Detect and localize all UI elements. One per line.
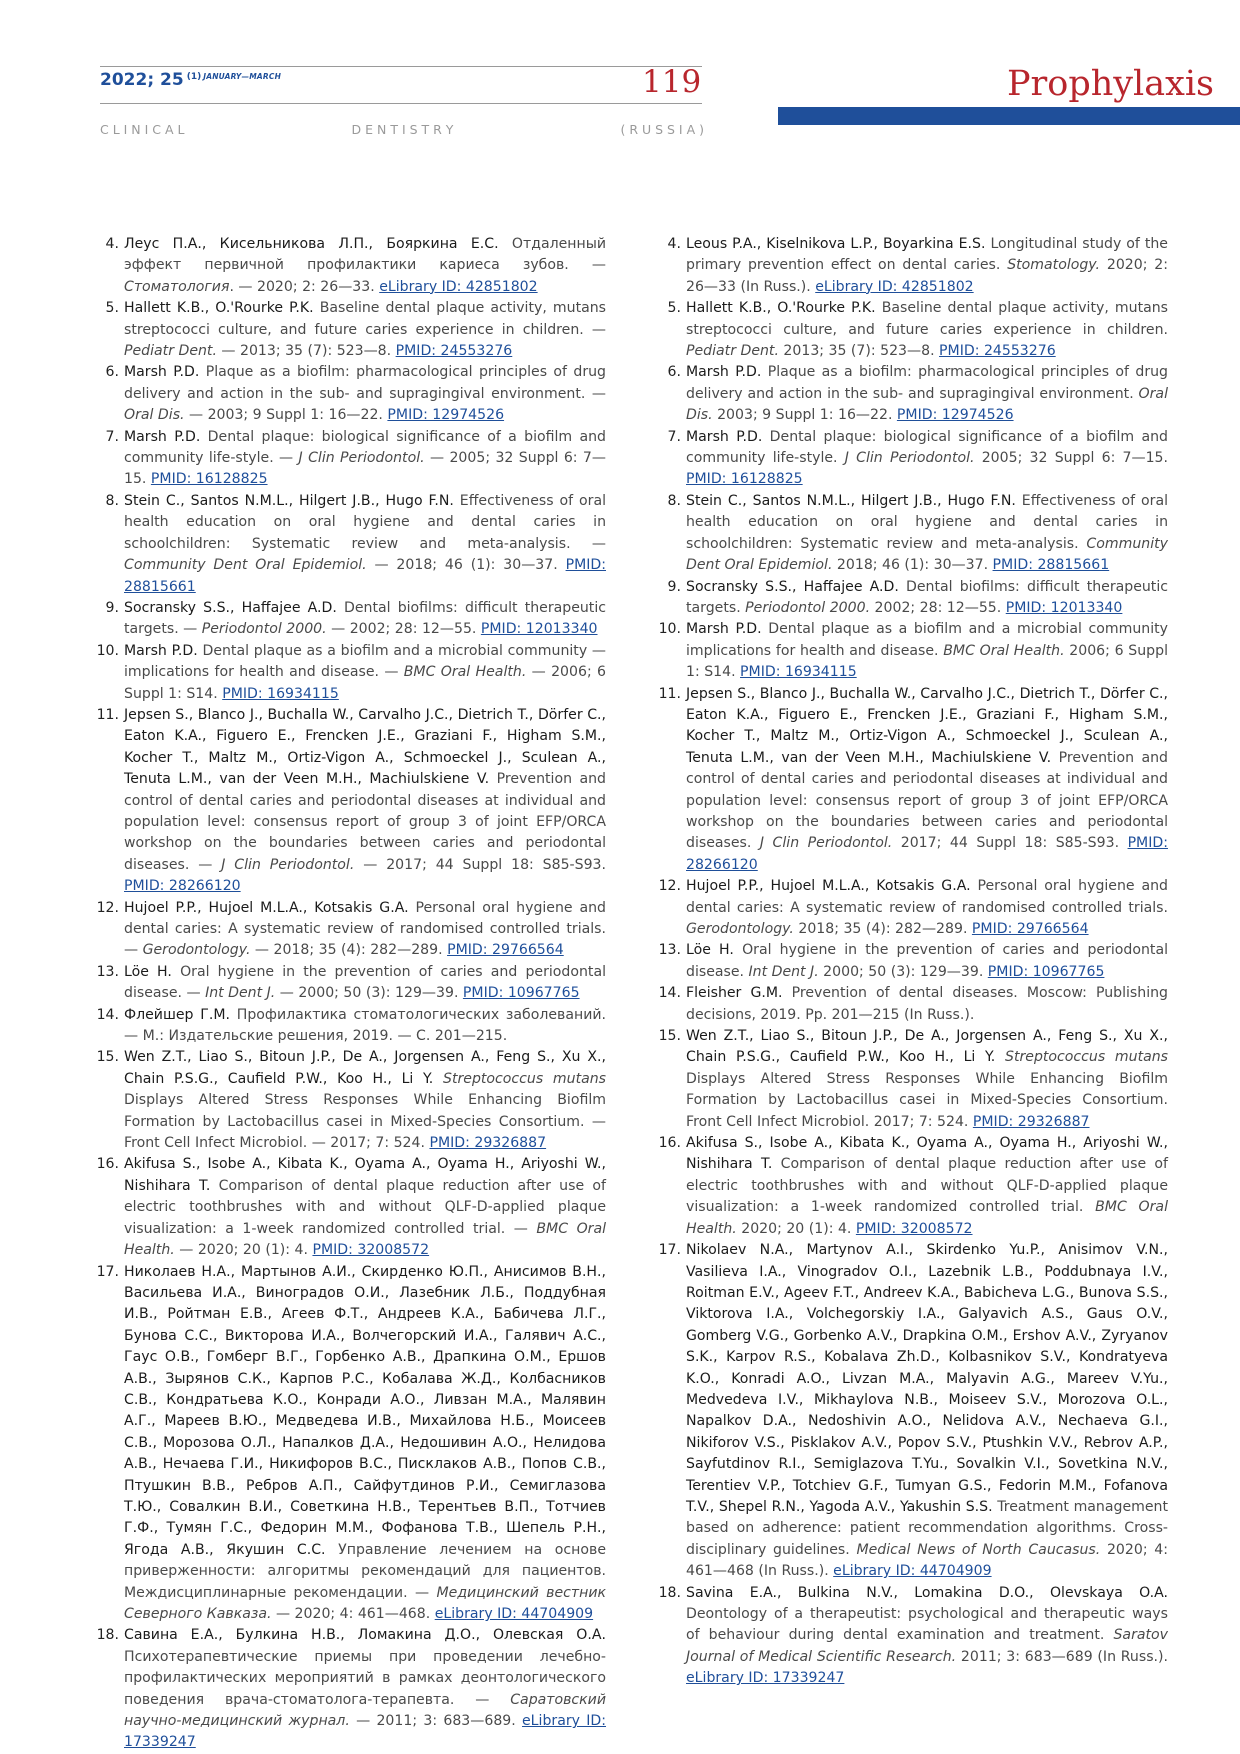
reference-authors: Hujoel P.P., Hujoel M.L.A., Kotsakis G.A. [124,899,409,916]
reference-link[interactable]: PMID: 24553276 [939,343,1056,360]
reference-details: — 2000; 50 (3): 129—39. [275,985,463,1002]
reference-text: Baseline dental plaque activity, mutans streptococci culture, and future caries experience in children. [686,300,1169,338]
reference-item [96,962,606,1005]
reference-number: 9. [667,578,681,595]
references-russian [96,234,606,1754]
reference-item [96,641,606,705]
reference-authors: Wen Z.T., Liao S., Bitoun J.P., De A., Jorgensen A., Feng S., Xu X., Chain P.S.G., Caufield P.W., Koo H., Li Y. [686,1028,1168,1066]
reference-journal: Streptococcus mutans [443,1070,607,1087]
reference-journal: Gerodontology. [142,942,251,959]
issue-number: (1) [186,71,202,82]
reference-item [658,940,1168,983]
reference-item [658,1240,1168,1583]
reference-authors: Löe H. [686,942,734,959]
reference-number: 11. [96,706,119,723]
reference-text: Effectiveness of oral health education on oral hygiene and dental caries in schoolchildren: Systematic review and meta-analysis. [686,492,1168,552]
reference-journal: Streptococcus mutans [1005,1049,1169,1066]
reference-authors: Jepsen S., Blanco J., Buchalla W., Carvalho J.C., Dietrich T., Dörfer C., Eaton K.A., Figuero E., Frencken J.E., Graziani F., Higham S.M., Kocher T., Maltz M., Ortiz-Vigon A., Schmoeckel J., Sculean A., Tenuta L.M., van der Veen M.H., Machiulskiene V. [124,706,606,788]
reference-number: 15. [658,1028,681,1045]
reference-details: 2018; 35 (4): 282—289. [793,921,972,937]
issue-months: JANUARY—MARCH [203,71,282,81]
reference-item [658,983,1168,1026]
reference-details: 2006; 6 Suppl 1: S14. [686,642,1168,681]
reference-number: 12. [658,878,681,895]
reference-authors: Savina E.A., Bulkina N.V., Lomakina D.O., Olevskaya O.A. [686,1584,1168,1601]
reference-journal: BMC Oral Health. [403,664,527,681]
reference-authors: Marsh P.D. [686,428,763,445]
reference-number: 7. [105,428,119,445]
reference-link[interactable]: eLibrary ID: 17339247 [686,1670,845,1687]
reference-link[interactable]: PMID: 16128825 [150,471,268,488]
reference-text: Oral hygiene in the prevention of caries and periodontal disease. — [124,963,606,1002]
reference-journal: Periodontol 2000. [201,621,327,638]
reference-details: — 2018; 35 (4): 282—289. [250,942,448,959]
year-volume: 2022; 25 [100,70,184,90]
reference-item [658,362,1168,426]
reference-authors: Nikolaev N.A., Martynov A.I., Skirdenko Yu.P., Anisimov V.N., Vasilieva I.A., Vinogradov O.I., Lazebnik L.B., Poddubnaya I.V., Roitman E.V., Ageev F.T., Andreev K.A., Babicheva L.G., Bunova S.S., Viktorova I.A., Volchegorskiy I.A., Galyavich A.S., Gaus O.V., Gomberg V.G., Gorbenko A.V., Drapkina O.M., Ershov A.V., Zyryanov S.K., Karpov R.S., Kobalava Zh.D., Kolbasnikov S.V., Kondratyeva K.O., Konradi A.O., Livzan M.A., Malyavin A.G., Mareev V.Yu., Medvedeva I.V., Mikhaylova N.B., Moiseev S.V., Morozova O.L., Napalkov D.A., Nedoshivin A.O., Nelidova A.V., Nechaeva G.I., Nikiforov V.S., Pisklakov A.V., Popov S.V., Ptushkin V.V., Rebrov A.P., Sayfutdinov R.I., Semiglazova T.Yu., Sovalkin V.I., Sovetkina N.V., Terentiev V.P., Totchiev G.F., Tumyan G.S., Fedorin M.M., Fofanova T.V., Shepel R.N., Yagoda A.V., Yakushin S.S. [686,1242,1168,1515]
reference-item [96,1154,606,1261]
reference-text: Dental plaque as a biofilm and a microbial community — implications for health and disease. — [124,642,606,681]
reference-journal: Periodontol 2000. [745,599,871,616]
reference-list-left [96,234,606,1754]
reference-details: 2018; 46 (1): 30—37. [832,557,993,574]
reference-journal: J Clin Periodontol. [298,450,425,467]
reference-details: Displays Altered Stress Responses While Enhancing Biofilm Formation by Lactobacillus casei in Mixed-Species Consortium. — Front Cell Infect Microbiol. — 2017; 7: 524. [124,1092,606,1152]
reference-journal: Oral Dis. [686,385,1168,424]
reference-details: . — 2020; 2: 26—33. [229,278,380,295]
reference-text: Dental biofilms: difficult therapeutic targets. [686,578,1169,616]
reference-number: 5. [105,300,119,317]
reference-number: 18. [96,1627,119,1644]
reference-authors: Wen Z.T., Liao S., Bitoun J.P., De A., Jorgensen A., Feng S., Xu X., Chain P.S.G., Caufield P.W., Koo H., Li Y. [124,1049,606,1087]
reference-journal: BMC Oral Health. [943,642,1065,659]
page-number: 119 [642,64,702,100]
reference-number: 14. [658,985,681,1002]
reference-text: Dental plaque: biological significance of a biofilm and community life-style. — [124,428,606,467]
issue-info [100,70,281,90]
reference-text: Plaque as a biofilm: pharmacological principles of drug delivery and action in the sub- and supragingival environment. [686,364,1168,402]
reference-journal: J Clin Periodontol. [844,450,975,467]
reference-number: 5. [667,300,681,317]
reference-details: 2020; 20 (1): 4. [736,1220,856,1237]
reference-link[interactable]: eLibrary ID: 42851802 [379,278,538,295]
reference-number: 9. [105,599,119,616]
reference-item [96,1005,606,1048]
reference-number: 16. [658,1135,681,1152]
reference-text: Психотерапевтические приемы при проведении лечебно-профилактических мероприятий в рамках деонтологического поведения врача-стоматолога-терапевта. — [124,1648,606,1708]
reference-number: 10. [658,621,681,638]
reference-journal: BMC Oral Health. [686,1199,1168,1237]
reference-number: 8. [105,492,119,509]
reference-authors: Socransky S.S., Haffajee A.D. [686,578,899,595]
reference-item [96,362,606,426]
reference-item [658,684,1168,877]
reference-link[interactable]: PMID: 28266120 [124,878,241,895]
reference-authors: Николаев Н.А., Мартынов А.И., Скирденко Ю.П., Анисимов В.Н., Васильева И.А., Виноградов О.И., Лазебник Л.Б., Поддубная И.В., Ройтман Е.В., Агеев Ф.Т., Андреев К.А., Бабичева Л.Г., Бунова С.С., Викторова И.А., Волчегорский И.А., Галявич А.С., Гаус О.В., Гомберг В.Г., Горбенко А.В., Драпкина О.М., Ершов А.В., Зырянов С.К., Карпов Р.С., Кобалава Ж.Д., Колбасников С.В., Кондратьева К.О., Конради А.О., Ливзан М.А., Малявин А.Г., Мареев В.Ю., Медведева И.В., Михайлова Н.Б., Моисеев С.В., Морозова О.Л., Напалков Д.А., Недошивин А.О., Нелидова А.В., Нечаева Г.И., Никифоров В.С., Писклаков А.В., Попов С.В., Птушкин В.В., Ребров А.П., Сайфутдинов Р.И., Семиглазова Т.Ю., Совалкин В.И., Советкина Н.В., Терентьев В.П., Тотчиев Г.Ф., Тумян Г.С., Федорин М.М., Фофанова Т.В., Шепель Р.Н., Ягода А.В., Якушин С.С. [124,1263,606,1558]
reference-journal: J Clin Periodontol. [759,835,893,852]
reference-item [96,1625,606,1753]
reference-journal: Pediatr Dent. [686,343,779,360]
reference-text: Dental plaque as a biofilm and a microbial community implications for health and disease. [686,621,1168,659]
reference-item [658,234,1168,298]
reference-text: Baseline dental plaque activity, mutans streptococci culture, and future caries experience in children. — [124,300,607,338]
reference-number: 14. [96,1006,119,1023]
reference-item [658,619,1168,683]
reference-details: 2011; 3: 683—689 (In Russ.). [956,1648,1168,1665]
reference-number: 4. [105,236,119,252]
section-title: Prophylaxis [1006,64,1214,104]
reference-details: 2000; 50 (3): 129—39. [818,963,988,980]
reference-journal: Int Dent J. [748,963,819,980]
reference-link[interactable]: PMID: 12974526 [896,407,1014,424]
reference-link[interactable]: eLibrary ID: 17339247 [124,1713,607,1751]
reference-number: 13. [96,963,119,980]
reference-text [995,1049,1005,1065]
reference-journal: Stomatology. [1007,257,1101,274]
reference-list-right [658,234,1168,1690]
reference-authors: Hujoel P.P., Hujoel M.L.A., Kotsakis G.A. [686,878,971,895]
reference-authors: Stein C., Santos N.M.L., Hilgert J.B., Hugo F.N. [124,492,454,509]
journal-word-2: D E N T I S T R Y [351,122,454,137]
reference-number: 6. [105,364,119,381]
reference-details: 2020; 2: 26—33 (In Russ.). [686,257,1168,295]
reference-journal: BMC Oral Health. [124,1220,607,1259]
reference-text: Prevention of dental diseases. Moscow: Publishing decisions, 2019. Pp. 201—215 (In Russ.). [686,985,1169,1023]
reference-text: Comparison of dental plaque reduction after use of electric toothbrushes with and without QLF-D-applied plaque visualization: a 1-week randomized controlled trial. [686,1156,1168,1216]
reference-text: Oral hygiene in the prevention of caries and periodontal disease. [686,942,1168,980]
reference-item [658,1583,1168,1690]
reference-number: 16. [96,1156,119,1173]
reference-link[interactable]: eLibrary ID: 44704909 [833,1563,992,1580]
journal-word-1: C L I N I C A L [100,122,185,137]
section-accent-bar [778,107,1240,125]
reference-text: Управление лечением на основе приверженности: алгоритмы рекомендаций для пациентов. Междисциплинарные рекомендации. — [124,1541,606,1601]
reference-journal: Community Dent Oral Epidemiol. [686,535,1168,574]
reference-link[interactable]: PMID: 12013340 [1005,599,1123,616]
header-rule-top [100,66,702,67]
reference-link[interactable]: PMID: 12974526 [387,407,505,424]
reference-details: — 2003; 9 Suppl 1: 16—22. [184,407,388,424]
reference-details: Displays Altered Stress Responses While Enhancing Biofilm Formation by Lactobacillus casei in Mixed-Species Consortium. Front Cell Infect Microbiol. 2017; 7: 524. [686,1070,1168,1130]
reference-item [96,491,606,598]
reference-details: — 2002; 28: 12—55. [326,621,481,638]
reference-details: — 2011; 3: 683—689. [349,1713,523,1730]
reference-authors: Леус П.А., Кисельникова Л.П., Бояркина Е.С. [124,236,499,252]
reference-journal: Medical News of North Caucasus. [856,1541,1101,1558]
reference-authors: Hallett K.B., O.'Rourke P.K. [124,300,314,317]
reference-authors: Флейшер Г.М. [124,1006,230,1023]
reference-item [658,577,1168,620]
reference-link[interactable]: PMID: 12013340 [480,621,598,638]
reference-text: Treatment management based on adherence: patient recommendation algorithms. Cross-disciplinary guidelines. [686,1498,1168,1558]
reference-link[interactable]: PMID: 16128825 [686,471,803,488]
reference-journal: Медицинский вестник Северного Кавказа. [124,1584,606,1622]
reference-details: — 2020; 20 (1): 4. [174,1242,313,1259]
reference-item [96,298,606,362]
reference-journal: Стоматология [124,278,230,295]
reference-authors: Marsh P.D. [124,364,200,381]
reference-item [658,491,1168,577]
reference-number: 12. [96,899,119,916]
reference-item [96,1047,606,1154]
reference-link[interactable]: PMID: 29766564 [971,921,1089,937]
reference-link[interactable]: PMID: 24553276 [395,343,513,360]
reference-text: Plaque as a biofilm: pharmacological principles of drug delivery and action in the sub- and supragingival environment. — [124,364,606,402]
reference-text: Deontology of a therapeutist: psychological and therapeutic ways of behaviour during dental examination and treatment. [686,1606,1168,1644]
reference-authors: Hallett K.B., O.'Rourke P.K. [686,300,876,317]
reference-details: 2003; 9 Suppl 1: 16—22. [712,407,897,424]
reference-details: 2020; 4: 461—468 (In Russ.). [686,1541,1168,1580]
reference-journal: Community Dent Oral Epidemiol. [124,557,367,574]
reference-number: 18. [658,1584,681,1601]
reference-link[interactable]: PMID: 29326887 [429,1135,547,1152]
reference-number: 13. [658,942,681,959]
reference-authors: Socransky S.S., Haffajee A.D. [124,599,337,616]
reference-item [96,1262,606,1626]
reference-text: Prevention and control of dental caries and periodontal diseases at individual and population level: consensus report of group 3 of joint EFP/ORCA workshop on the boundaries between caries and periodontal diseases. [686,749,1169,852]
header-rule-bottom [100,103,702,104]
reference-authors: Савина Е.А., Булкина Н.В., Ломакина Д.О., Олевская О.А. [124,1627,606,1644]
reference-authors: Marsh P.D. [124,642,198,659]
reference-authors: Marsh P.D. [686,621,762,638]
reference-journal: Saratov Journal of Medical Scientific Research. [686,1627,1168,1665]
reference-link[interactable]: PMID: 16934115 [222,685,339,702]
reference-details: 2002; 28: 12—55. [870,599,1006,616]
reference-text: Personal oral hygiene and dental caries: A systematic review of randomised controlled trials. — [124,899,606,959]
reference-item [96,234,606,298]
reference-number: 17. [96,1263,119,1280]
reference-item [658,1026,1168,1133]
reference-journal: Саратовский научно-медицинский журнал. [124,1691,606,1730]
reference-link[interactable]: PMID: 29766564 [447,942,564,959]
reference-link[interactable]: eLibrary ID: 42851802 [815,278,974,295]
reference-link[interactable]: PMID: 28815661 [992,557,1110,574]
reference-number: 4. [667,236,681,252]
reference-journal: Pediatr Dent. [124,343,217,360]
reference-journal: J Clin Periodontol. [221,856,355,873]
reference-authors: Stein C., Santos N.M.L., Hilgert J.B., Hugo F.N. [686,492,1016,509]
reference-item [96,598,606,641]
reference-number: 10. [96,642,119,659]
reference-authors: Löe H. [124,963,172,980]
reference-item [96,705,606,898]
reference-number: 8. [667,492,681,509]
reference-number: 15. [96,1049,119,1066]
reference-item [96,898,606,962]
reference-details: — 2017; 44 Suppl 18: S85-S93. [354,856,607,873]
reference-number: 17. [658,1242,681,1259]
reference-text [433,1071,443,1087]
reference-journal: Int Dent J. [205,985,276,1002]
reference-text: Personal oral hygiene and dental caries: A systematic review of randomised controlled trials. [686,878,1168,916]
reference-text: Effectiveness of oral health education on oral hygiene and dental caries in schoolchildren: Systematic review and meta-analysis. — [124,492,606,552]
reference-details: 2005; 32 Suppl 6: 7—15. [974,450,1169,467]
reference-item [658,1133,1168,1240]
reference-link[interactable]: PMID: 28815661 [124,557,606,595]
reference-text: Comparison of dental plaque reduction after use of electric toothbrushes with and without QLF-D-applied plaque visualization: a 1-week randomized controlled trial. — [124,1177,606,1237]
reference-details: — 2006; 6 Suppl 1: S14. [124,664,606,702]
reference-number: 6. [667,364,681,381]
reference-authors: Akifusa S., Isobe A., Kibata K., Oyama A., Oyama H., Ariyoshi W., Nishihara T. [686,1135,1168,1173]
reference-details: 2017; 44 Suppl 18: S85-S93. [892,835,1128,852]
reference-item [658,876,1168,940]
reference-authors: Akifusa S., Isobe A., Kibata K., Oyama A., Oyama H., Ariyoshi W., Nishihara T. [124,1156,606,1194]
reference-link[interactable]: PMID: 10967765 [987,963,1105,980]
reference-text: Prevention and control of dental caries and periodontal diseases at individual and population level: consensus report of group 3 of joint EFP/ORCA workshop on the boundaries between caries and periodontal diseases. — [124,771,607,873]
reference-authors: Marsh P.D. [686,364,762,381]
reference-authors: Fleisher G.M. [686,985,783,1002]
reference-link[interactable]: PMID: 16934115 [740,664,857,681]
reference-authors: Leous P.A., Kiselnikova L.P., Boyarkina E.S. [686,236,986,252]
reference-details: 2013; 35 (7): 523—8. [778,343,940,360]
reference-item [658,427,1168,491]
reference-authors: Marsh P.D. [124,428,201,445]
reference-item [96,427,606,491]
reference-link[interactable]: PMID: 32008572 [312,1242,430,1259]
reference-authors: Jepsen S., Blanco J., Buchalla W., Carvalho J.C., Dietrich T., Dörfer C., Eaton K.A., Figuero E., Frencken J.E., Graziani F., Higham S.M., Kocher T., Maltz M., Ortiz-Vigon A., Schmoeckel J., Sculean A., Tenuta L.M., van der Veen M.H., Machiulskiene V. [686,685,1168,766]
reference-text: Отдаленный эффект первичной профилактики кариеса зубов. — [124,236,606,274]
reference-text: Dental plaque: biological significance of a biofilm and community life-style. [686,428,1168,467]
references-english [658,234,1168,1690]
reference-link[interactable]: PMID: 28266120 [686,835,1168,873]
reference-journal: Gerodontology. [686,921,794,937]
reference-details: — 2020; 4: 461—468. [271,1606,435,1622]
reference-link[interactable]: PMID: 10967765 [462,985,580,1002]
journal-title [100,122,704,137]
reference-text: Профилактика стоматологических заболеваний. — М.: Издательские решения, 2019. — С. 201—215. [124,1006,606,1045]
journal-word-3: ( R U S S I A ) [620,122,704,137]
reference-link[interactable]: PMID: 32008572 [855,1220,973,1237]
reference-link[interactable]: eLibrary ID: 44704909 [434,1606,594,1622]
reference-number: 7. [667,428,681,445]
reference-text: Dental biofilms: difficult therapeutic targets. — [124,599,607,638]
reference-details: — 2018; 46 (1): 30—37. [366,557,566,574]
reference-link[interactable]: PMID: 29326887 [972,1113,1090,1130]
reference-number: 11. [658,685,681,702]
reference-text: Longitudinal study of the primary prevention effect on dental caries. [686,236,1168,274]
reference-item [658,298,1168,362]
reference-journal: Oral Dis. [124,407,185,424]
reference-details: — 2013; 35 (7): 523—8. [216,343,396,360]
reference-details: — 2005; 32 Suppl 6: 7—15. [124,450,606,488]
